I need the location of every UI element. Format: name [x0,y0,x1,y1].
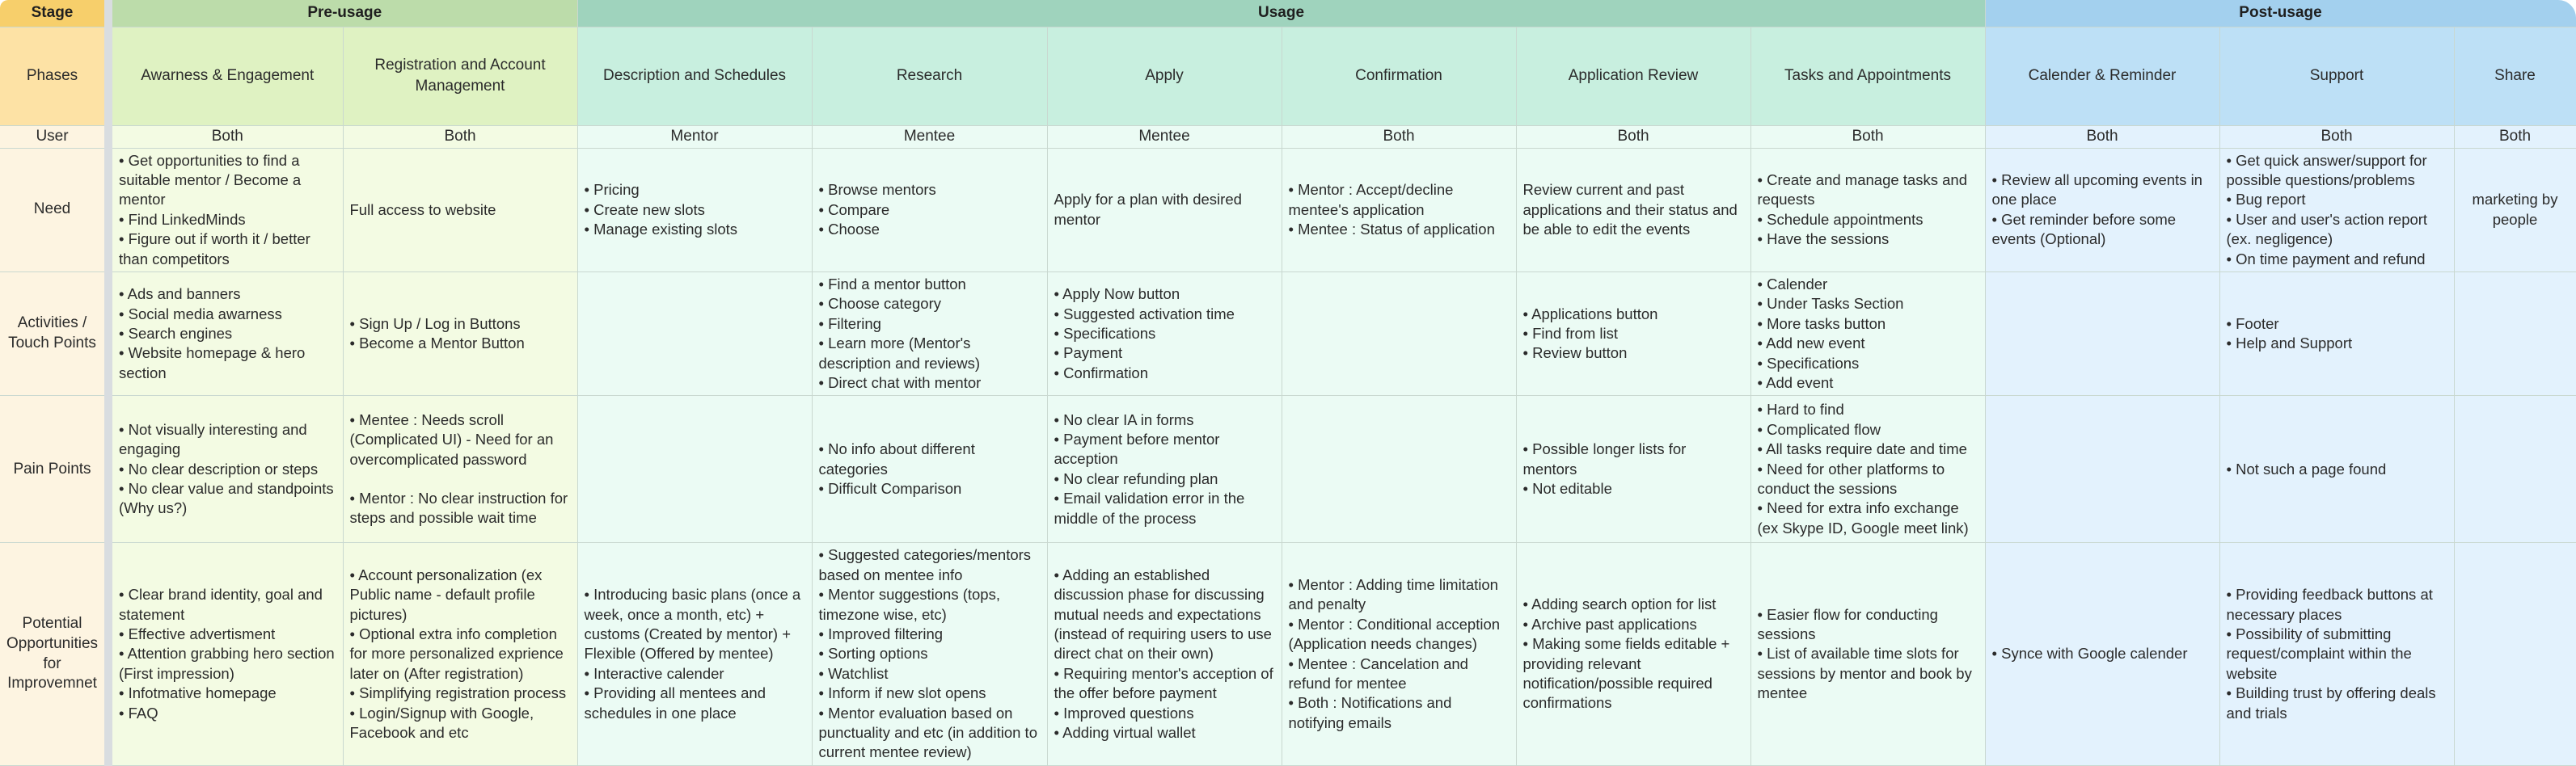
activity-cell-3 [577,271,812,395]
activity-list [2227,314,2447,354]
opportunities-label: Potential Opportunities for Improvemnet [0,543,108,765]
opportunity-cell-6 [1282,543,1516,765]
phases-label: Phases [0,27,108,125]
activity-cell-11 [2454,271,2576,395]
pain-point-item: • Email validation error in the middle of the process [1054,489,1275,528]
need-cell-5 [1047,148,1282,271]
pain-point-cell-10 [2219,396,2454,543]
opportunity-cell-2 [343,543,577,765]
opportunity-item: • Building trust by offering deals and trials [2227,684,2447,723]
activity-list [350,314,571,354]
opportunity-list [1523,595,1744,713]
pain-points-row [0,396,2576,543]
opportunity-item: • Providing all mentees and schedules in one place [585,684,805,723]
pain-point-cell-8 [1750,396,1985,543]
pain-point-cell-3 [577,396,812,543]
activity-cell-8 [1750,271,1985,395]
opportunity-item: • Possibility of submitting request/complaint within the website [2227,625,2447,684]
opportunity-list [1289,575,1510,733]
opportunity-item: • Simplifying registration process [350,684,571,703]
pain-point-cell-6 [1282,396,1516,543]
activity-item: • Social media awarness [119,305,336,324]
pain-point-list [1523,440,1744,499]
opportunity-item: • Adding virtual wallet [1054,723,1275,743]
activity-list [1054,284,1275,383]
need-item: • Figure out if worth it / better than competitors [119,229,336,269]
activities-row [0,271,2576,395]
need-item: • Manage existing slots [585,220,805,239]
opportunity-list [350,566,571,743]
opportunity-item: • Making some fields editable + providing relevant notification/possible required confirmations [1523,634,1744,713]
pain-point-item: • No clear description or steps [119,460,336,479]
activity-item: • Learn more (Mentor's description and reviews) [819,334,1041,373]
activity-item: • Become a Mentor Button [350,334,571,353]
opportunity-cell-3 [577,543,812,765]
opportunity-item: • Improved filtering [819,625,1041,644]
pain-point-item: • No clear refunding plan [1054,469,1275,489]
need-item: • Bug report [2227,190,2447,209]
pain-point-item: • Need for extra info exchange (ex Skype ID, Google meet link) [1758,499,1978,538]
need-text: marketing by people [2472,191,2558,228]
activity-cell-9 [1985,271,2219,395]
stage-post-usage: Post-usage [1985,0,2576,27]
activity-item: • Search engines [119,324,336,343]
phase-header-6: Confirmation [1282,27,1516,125]
need-item: • Mentor : Accept/decline mentee's application [1289,180,1510,220]
need-item: • Choose [819,220,1041,239]
opportunity-list [819,545,1041,762]
pain-point-item: • Complicated flow [1758,420,1978,440]
activity-item: • Website homepage & hero section [119,343,336,383]
pain-point-item: • Difficult Comparison [819,479,1041,499]
pain-point-item: • Need for other platforms to conduct the sessions [1758,460,1978,499]
activity-item: • Find a mentor button [819,275,1041,294]
pain-point-list [350,410,571,528]
need-item: • Pricing [585,180,805,200]
opportunity-item: • Suggested categories/mentors based on mentee info [819,545,1041,585]
opportunity-item: • Mentor evaluation based on punctuality and etc (in addition to current mentee review) [819,704,1041,763]
activity-cell-7 [1516,271,1750,395]
opportunity-item: • Sorting options [819,644,1041,663]
opportunity-item: • Inform if new slot opens [819,684,1041,703]
activities-label: Activities / Touch Points [0,271,108,395]
opportunity-item: • Providing feedback buttons at necessary places [2227,585,2447,625]
need-item: • On time payment and refund [2227,250,2447,269]
opportunity-item: • Clear brand identity, goal and statement [119,585,336,625]
opportunity-list [1758,605,1978,704]
activity-list [119,284,336,383]
phase-header-5: Apply [1047,27,1282,125]
opportunity-item: • Login/Signup with Google, Facebook and etc [350,704,571,743]
user-row [0,125,2576,148]
activity-item: • Specifications [1758,354,1978,373]
pain-point-item: • No info about different categories [819,440,1041,479]
activity-item: • Add new event [1758,334,1978,353]
stage-pre-usage: Pre-usage [108,0,577,27]
phase-header-7: Application Review [1516,27,1750,125]
phase-header-9: Calender & Reminder [1985,27,2219,125]
user-type-9: Both [1985,125,2219,148]
need-item: • Get quick answer/support for possible questions/problems [2227,151,2447,191]
activity-item: • Under Tasks Section [1758,294,1978,314]
user-type-2: Both [343,125,577,148]
activity-list [819,275,1041,393]
opportunity-item: • Synce with Google calender [1992,644,2213,663]
need-item: • Create and manage tasks and requests [1758,170,1978,210]
activity-item: • Review button [1523,343,1744,363]
need-cell-11 [2454,148,2576,271]
pain-point-cell-1 [108,396,343,543]
user-type-8: Both [1750,125,1985,148]
opportunity-item: • Optional extra info completion for more personalized exprience later on (After registration) [350,625,571,684]
pain-point-cell-11 [2454,396,2576,543]
opportunity-cell-5 [1047,543,1282,765]
activity-item: • Find from list [1523,324,1744,343]
need-item: • User and user's action report (ex. negligence) [2227,210,2447,250]
opportunity-list [1054,566,1275,743]
pain-point-cell-9 [1985,396,2219,543]
phase-header-3: Description and Schedules [577,27,812,125]
activity-item: • Choose category [819,294,1041,314]
opportunity-item: • Improved questions [1054,704,1275,723]
pain-point-item: • Mentor : No clear instruction for steps and possible wait time [350,489,571,528]
activity-cell-5 [1047,271,1282,395]
opportunity-item: • Watchlist [819,664,1041,684]
activity-item: • Payment [1054,343,1275,363]
need-cell-1 [108,148,343,271]
activity-cell-1 [108,271,343,395]
pain-point-item: • Possible longer lists for mentors [1523,440,1744,479]
pain-point-item: • Payment before mentor acception [1054,430,1275,469]
pain-point-cell-2 [343,396,577,543]
opportunity-item: • Easier flow for conducting sessions [1758,605,1978,645]
activity-item: • Sign Up / Log in Buttons [350,314,571,334]
opportunity-item: • Mentee : Cancelation and refund for mentee [1289,654,1510,694]
activity-item: • Add event [1758,373,1978,393]
opportunity-item: • Mentor : Conditional acception (Application needs changes) [1289,615,1510,654]
need-text: Review current and past applications and their status and be able to edit the events [1522,181,1738,238]
need-item: • Review all upcoming events in one place [1992,170,2213,210]
need-cell-4 [812,148,1047,271]
opportunity-item: • Introducing basic plans (once a week, once a month, etc) + customs (Created by mentor) + Flexible (Offered by mentee) [585,585,805,664]
activity-cell-10 [2219,271,2454,395]
opportunity-item: • FAQ [119,704,336,723]
need-item: • Browse mentors [819,180,1041,200]
need-item: • Find LinkedMinds [119,210,336,229]
need-item: • Compare [819,200,1041,220]
opportunity-cell-9 [1985,543,2219,765]
need-item: • Get opportunities to find a suitable mentor / Become a mentor [119,151,336,210]
pain-point-list [119,420,336,519]
opportunity-list [1992,644,2213,663]
pain-point-cell-5 [1047,396,1282,543]
opportunity-item: • Attention grabbing hero section (First impression) [119,644,336,684]
activity-cell-6 [1282,271,1516,395]
need-row [0,148,2576,271]
need-text: Apply for a plan with desired mentor [1054,191,1242,228]
activity-item: • Calender [1758,275,1978,294]
phase-header-11: Share [2454,27,2576,125]
user-type-5: Mentee [1047,125,1282,148]
need-cell-3 [577,148,812,271]
pain-point-list [819,440,1041,499]
opportunity-list [2227,585,2447,723]
stage-row [0,0,2576,27]
activity-item: • Applications button [1523,305,1744,324]
need-cell-9 [1985,148,2219,271]
user-type-1: Both [108,125,343,148]
phases-row [0,27,2576,125]
need-item: • Mentee : Status of application [1289,220,1510,239]
activity-list [1523,305,1744,364]
phase-header-1: Awarness & Engagement [108,27,343,125]
opportunity-cell-11 [2454,543,2576,765]
opportunity-item: • Mentor : Adding time limitation and penalty [1289,575,1510,615]
pain-point-item: • Not visually interesting and engaging [119,420,336,460]
need-list [2227,151,2447,269]
user-label: User [0,125,108,148]
stage-label: Stage [0,0,108,27]
phase-header-2: Registration and Account Management [343,27,577,125]
pain-point-list [1758,400,1978,538]
pain-point-list [1054,410,1275,528]
opportunity-cell-7 [1516,543,1750,765]
opportunity-cell-10 [2219,543,2454,765]
activity-item: • Filtering [819,314,1041,334]
need-list [1758,170,1978,250]
need-item: • Get reminder before some events (Optional) [1992,210,2213,250]
opportunity-item: • List of available time slots for sessions by mentor and book by mentee [1758,644,1978,703]
opportunity-list [119,585,336,723]
pain-point-item: • Not editable [1523,479,1744,499]
pain-point-cell-4 [812,396,1047,543]
user-type-11: Both [2454,125,2576,148]
need-list [119,151,336,269]
activity-cell-4 [812,271,1047,395]
pain-point-item: • No clear IA in forms [1054,410,1275,430]
activity-list [1758,275,1978,393]
pain-point-list [2227,460,2447,479]
pain-point-item: • Mentee : Needs scroll (Complicated UI) - Need for an overcomplicated password [350,410,571,469]
activity-item: • Specifications [1054,324,1275,343]
need-item: • Create new slots [585,200,805,220]
activity-item: • Suggested activation time [1054,305,1275,324]
pain-point-item: • Not such a page found [2227,460,2447,479]
pain-point-cell-7 [1516,396,1750,543]
opportunity-item: • Archive past applications [1523,615,1744,634]
phase-header-10: Support [2219,27,2454,125]
need-cell-6 [1282,148,1516,271]
opportunity-item: • Infotmative homepage [119,684,336,703]
opportunity-item: • Adding search option for list [1523,595,1744,614]
user-type-7: Both [1516,125,1750,148]
need-list [819,180,1041,239]
opportunity-item: • Both : Notifications and notifying emails [1289,693,1510,733]
activity-item: • Footer [2227,314,2447,334]
user-type-4: Mentee [812,125,1047,148]
pain-point-item: • No clear value and standpoints (Why us?) [119,479,336,519]
phase-header-4: Research [812,27,1047,125]
need-cell-10 [2219,148,2454,271]
pain-points-label: Pain Points [0,396,108,543]
opportunities-row [0,543,2576,765]
need-label: Need [0,148,108,271]
activity-cell-2 [343,271,577,395]
opportunity-item: • Effective advertisment [119,625,336,644]
activity-item: • Ads and banners [119,284,336,304]
need-text: Full access to website [349,200,496,218]
opportunity-item: • Account personalization (ex Public name - default profile pictures) [350,566,571,625]
stage-usage: Usage [577,0,1985,27]
user-type-6: Both [1282,125,1516,148]
pain-point-item: • Hard to find [1758,400,1978,419]
need-cell-2 [343,148,577,271]
opportunity-item: • Requiring mentor's acception of the offer before payment [1054,664,1275,704]
need-list [585,180,805,239]
opportunity-cell-1 [108,543,343,765]
user-type-10: Both [2219,125,2454,148]
activity-item: • Confirmation [1054,364,1275,383]
opportunity-item: • Mentor suggestions (tops, timezone wise, etc) [819,585,1041,625]
opportunity-item: • Adding an established discussion phase for discussing mutual needs and expectations (instead of requiring users to use direct chat on their own) [1054,566,1275,664]
need-item: • Schedule appointments [1758,210,1978,229]
activity-item: • More tasks button [1758,314,1978,334]
need-item: • Have the sessions [1758,229,1978,249]
opportunity-cell-4 [812,543,1047,765]
need-cell-7 [1516,148,1750,271]
pain-point-item [350,469,571,489]
user-type-3: Mentor [577,125,812,148]
pain-point-item: • All tasks require date and time [1758,440,1978,459]
need-list [1289,180,1510,239]
need-cell-8 [1750,148,1985,271]
need-list [1992,170,2213,250]
opportunity-list [585,585,805,723]
opportunity-cell-8 [1750,543,1985,765]
opportunity-item: • Interactive calender [585,664,805,684]
activity-item: • Apply Now button [1054,284,1275,304]
activity-item: • Help and Support [2227,334,2447,353]
activity-item: • Direct chat with mentor [819,373,1041,393]
phase-header-8: Tasks and Appointments [1750,27,1985,125]
